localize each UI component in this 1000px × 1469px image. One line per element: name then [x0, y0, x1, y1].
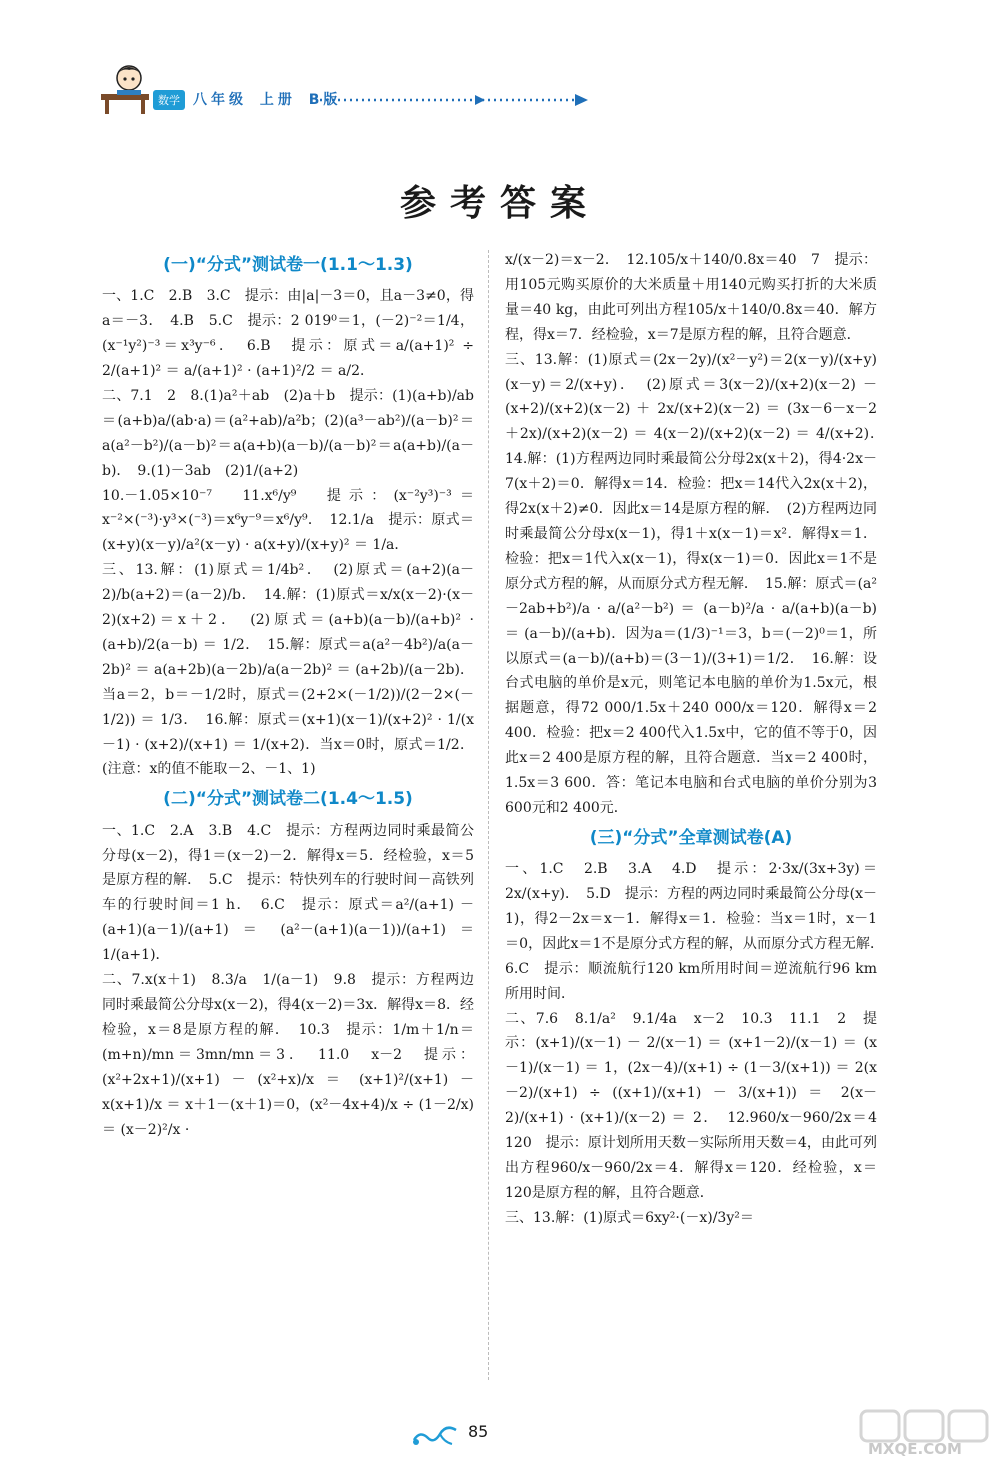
answer-paragraph: 二、7.6 8.1/a² 9.1/4a x－2 10.3 11.1 2 提示：(x+1)/(x－1) － 2/(x－1) ＝ (x+1－2)/(x－1) ＝ (x－1)/(x－1) ＝ 1，(2x－4)/(x+1) ÷ (1－3/(x+1)) ＝ 2(x－2)/(x+1) ÷ ((x+1)/(x+1) － 3/(x+1)) ＝ 2(x－2)/(x+1) · (x+1)/(x－2) ＝ 2． 12.960/x－960/2x＝4 120 提示：原计划所用天数－实际所用天数＝4，由此可列出方程960/x－960/2x＝4．解得x＝120．经检验，x＝120是原方程的解，且符合题意．	[505, 1010, 891, 1201]
watermark-text: MXQE.COM	[868, 1440, 962, 1458]
answer-paragraph: 一、1.C 2.A 3.B 4.C 提示：方程两边同时乘最简公分母(x－2)，得1＝(x－2)－2．解得x＝5．经检验，x＝5是原方程的解． 5.C 提示：特快列车的行驶时间－高铁列车的行驶时间＝1 h． 6.C 提示：原式＝a²/(a+1) － (a+1)(a－1)/(a+1) ＝ (a²－(a+1)(a－1))/(a+1) ＝ 1/(a+1)．	[102, 822, 474, 964]
page-number: 85	[468, 1422, 489, 1441]
left-column	[102, 248, 474, 1142]
page-header	[95, 58, 595, 118]
section-heading: (二)“分式”测试卷二(1.4～1.5)	[163, 789, 413, 810]
answer-paragraph: 二、7.1 2 8.(1)a²＋ab (2)a＋b 提示：(1)(a+b)/ab＝(a+b)a/(ab·a)＝(a²+ab)/a²b；(2)(a³－ab²)/(a－b)²＝a(a²－b²)/(a－b)²＝a(a+b)(a－b)/(a－b)²＝a(a+b)/(a－b)． 9.(1)－3ab (2)1/(a+2)	[102, 387, 474, 479]
answer-paragraph: 一、1.C 2.B 3.C 提示：由|a|－3＝0，且a－3≠0，得a＝－3． 4.B 5.C 提示：2 019⁰＝1，(－2)⁻²＝1/4，(x⁻¹y²)⁻³＝x³y⁻⁶． 6.B 提示：原式＝a/(a+1)² ÷ 2/(a+1)² ＝ a/(a+1)² · (a+1)²/2 ＝ a/2．	[102, 288, 474, 379]
answer-paragraph: 三、13.解：(1)原式＝1/4b²． (2)原式＝(a+2)(a－2)/b(a+2)＝(a－2)/b． 14.解：(1)原式＝x/x(x－2)·(x－2)(x+2)＝x＋2． (2)原式＝(a+b)(a－b)/(a+b)² · (a+b)/2(a－b) ＝ 1/2． 15.解：原式＝a(a²－4b²)/a(a－2b)² ＝ a(a+2b)(a－2b)/a(a－2b)² ＝ (a+2b)/(a－2b)．当a＝2，b＝－1/2时，原式＝(2+2×(－1/2))/(2－2×(－1/2)) ＝ 1/3． 16.解：原式＝(x+1)(x－1)/(x+2)² · 1/(x－1) · (x+2)/(x+1) ＝ 1/(x+2)．当x＝0时，原式＝1/2．(注意：x的值不能取－2、－1、1)	[102, 562, 474, 778]
answer-paragraph: 10.－1.05×10⁻⁷ 11.x⁶/y⁹ 提示：(x⁻²y³)⁻³＝x⁻²×(⁻³)·y³×(⁻³)＝x⁶y⁻⁹＝x⁶/y⁹． 12.1/a 提示：原式＝(x+y)(x－y)/a²(x－y) · a(x+y)/(x+y)² ＝ 1/a．	[102, 487, 474, 554]
answer-paragraph: x/(x－2)＝x－2． 12.105/x＋140/0.8x＝40 7 提示：用105元购买原价的大米质量＋用140元购买打折的大米质量＝40 kg，由此可列出方程105/x＋140/0.8x＝40．解方程，得x＝7．经检验，x＝7是原方程的解，且符合题意．	[505, 252, 877, 343]
column-divider	[488, 250, 489, 1380]
answer-paragraph: 二、7.x(x＋1) 8.3/a 1/(a－1) 9.8 提示：方程两边同时乘最简公分母x(x－2)，得4(x－2)＝3x．解得x＝8．经检验，x＝8是原方程的解． 10.3 提示：1/m＋1/n＝(m+n)/mn＝3mn/mn＝3． 11.0 x－2 提示：(x²+2x+1)/(x+1) － (x²+x)/x ＝ (x+1)²/(x+1) － x(x+1)/x ＝ x＋1－(x＋1)＝0，(x²－4x+4)/x ÷ (1－2/x) ＝ (x－2)²/x ·	[102, 972, 474, 1138]
subject-badge: 数学	[153, 90, 185, 110]
section-heading: (三)“分式”全章测试卷(A)	[589, 827, 793, 848]
header-grade-text: 八年级 上册 B版	[193, 92, 342, 108]
page-footer	[0, 1418, 1000, 1458]
page-title: 参考答案	[399, 183, 600, 224]
answer-paragraph: 三、13.解：(1)原式＝6xy²·(－x)/3y²＝	[505, 1209, 754, 1226]
section-heading: (一)“分式”测试卷一(1.1～1.3)	[163, 255, 413, 275]
answer-paragraph: 一、1.C 2.B 3.A 4.D 提示：2·3x/(3x+3y)＝2x/(x+y)． 5.D 提示：方程的两边同时乘最简公分母(x－1)，得2－2x＝x－1．解得x＝1．检验：当x＝1时，x－1＝0，因此x＝1不是原分式方程的解，从而原分式方程无解． 6.C 提示：顺流航行120 km所用时间＝逆流航行96 km所用时间．	[505, 861, 891, 1002]
dotted-arrow-icon	[320, 92, 590, 108]
right-column	[505, 248, 891, 1231]
swirl-ornament-icon	[410, 1422, 460, 1448]
answer-paragraph: 三、13.解：(1)原式＝(2x－2y)/(x²－y²)＝2(x－y)/(x+y)(x－y)＝2/(x+y)． (2)原式＝3(x－2)/(x+2)(x－2) － (x+2)/(x+2)(x－2) ＋ 2x/(x+2)(x－2) ＝ (3x－6－x－2＋2x)/(x+2)(x－2) ＝ 4(x－2)/(x+2)(x－2) ＝ 4/(x+2)． 14.解：(1)方程两边同时乘最简公分母2x(x＋2)，得4·2x－7(x＋2)＝0．解得x＝14．检验：把x＝14代入2x(x＋2)，得2x(x＋2)≠0．因此x＝14是原方程的解． (2)方程两边同时乘最简公分母x(x－1)，得1＋x(x－1)＝x²．解得x＝1．检验：把x＝1代入x(x－1)，得x(x－1)＝0．因此x＝1不是原分式方程的解，从而原分式方程无解． 15.解：原式＝(a²－2ab+b²)/a · a/(a²－b²) ＝ (a－b)²/a · a/(a+b)(a－b) ＝ (a－b)/(a+b)．因为a＝(1/3)⁻¹＝3，b＝(－2)⁰＝1，所以原式＝(a－b)/(a+b)＝(3－1)/(3+1)＝1/2． 16.解：设台式电脑的单价是x元，则笔记本电脑的单价为1.5x元，根据题意，得72 000/1.5x＋240 000/x＝120．解得x＝2 400．检验：把x＝2 400代入1.5x中，它的值不等于0，因此x＝2 400是原方程的解，且符合题意．当x＝2 400时，1.5x＝3 600．答：笔记本电脑和台式电脑的单价分别为3 600元和2 400元．	[505, 351, 891, 816]
student-mascot-icon	[95, 58, 155, 118]
